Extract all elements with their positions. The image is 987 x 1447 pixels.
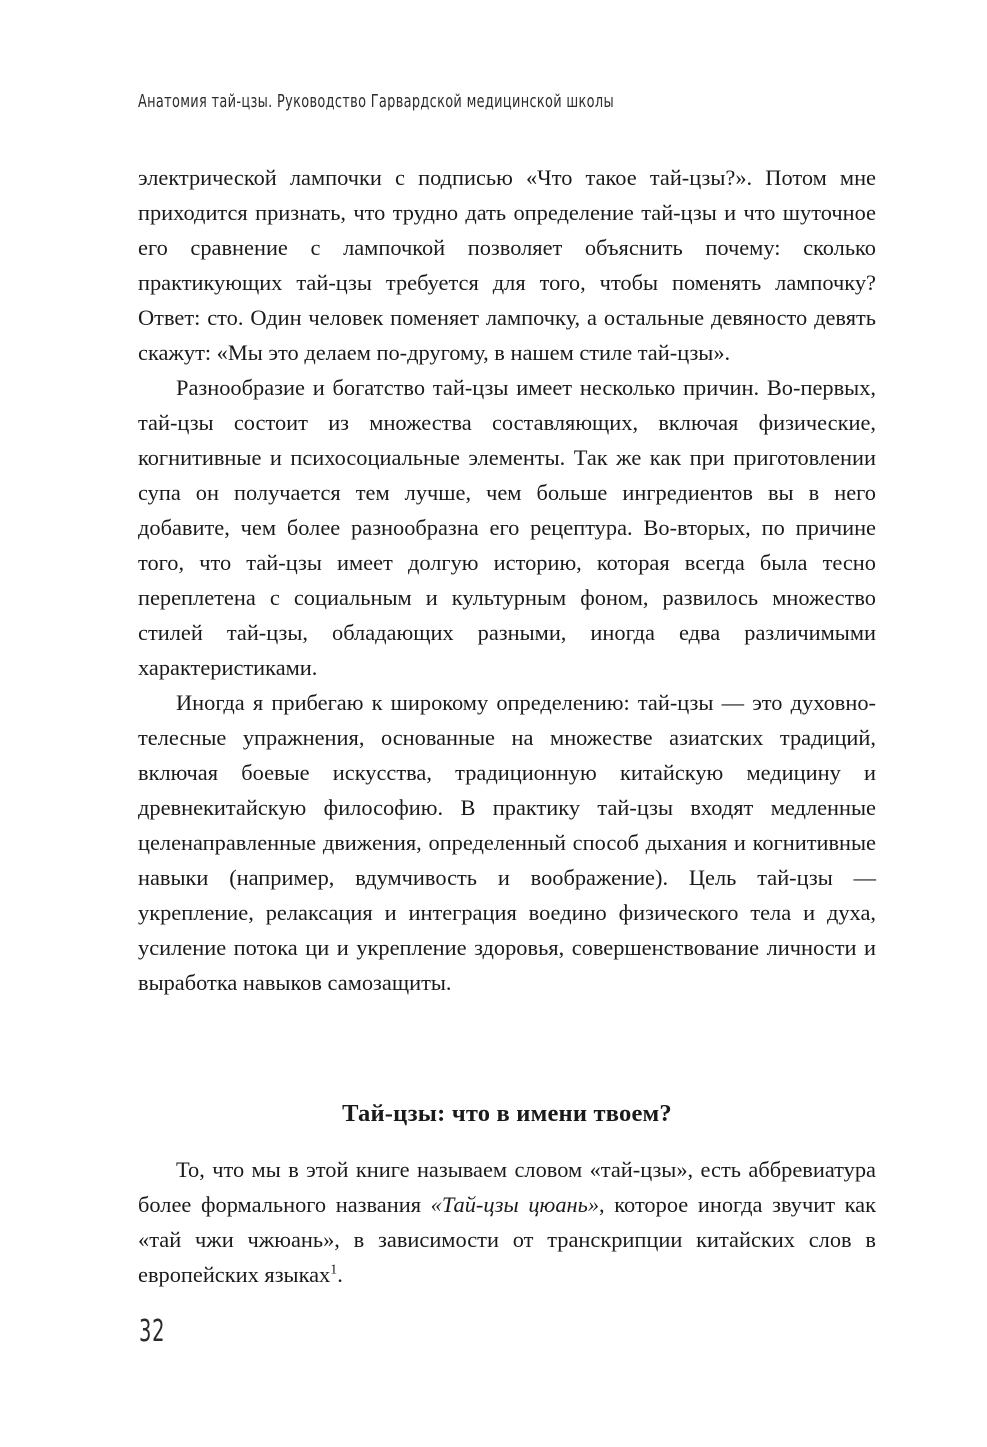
closing-text-block [138,1152,876,1292]
closing-text-period: . [337,1262,343,1287]
running-head: Анатомия тай-цзы. Руководство Гарвардской медицинской школы [138,92,614,112]
closing-text-before-title: То, что мы в этой книге называем словом «тай-цзы», есть аббревиатура более формального названия [138,1157,876,1217]
paragraph-3: Иногда я прибегаю к широкому определению: тай-цзы — это духовно-телесные упражнения, основанные на множестве азиатских традиций, включая боевые искусства, традиционную китайскую медицину и древнекитайскую философию. В практику тай-цзы входят медленные целенаправленные движения, определенный способ дыхания и когнитивные навыки (например, вдумчивость и воображение). Цель тай-цзы — укрепление, релаксация и интеграция воедино физического тела и духа, усиление потока ци и укрепление здоровья, совершенствование личности и выработка навыков самозащиты. [138,690,876,995]
closing-text-after-title: , которое иногда звучит как «тай чжи чжюань», в зависимости от транскрипции китайских слов в европейских языках [138,1192,876,1287]
paragraph-1: электрической лампочки с подписью «Что такое тай-цзы?». Потом мне приходится признать, что трудно дать определение тай-цзы и что шуточное его сравнение с лампочкой позволяет объяснить почему: сколько практикующих тай-цзы требуется для того, чтобы поменять лампочку? Ответ: сто. Один человек поменяет лампочку, а остальные девяносто девять скажут: «Мы это делаем по-другому, в нашем стиле тай-цзы». [138,165,876,365]
main-text-block [138,160,876,1000]
italic-book-title: «Тай-цзы цюань» [430,1192,600,1217]
paragraph-4 [138,1152,876,1292]
paragraph-2: Разнообразие и богатство тай-цзы имеет несколько причин. Во-первых, тай-цзы состоит из множества составляющих, включая физические, когнитивные и психосоциальные элементы. Так же как при приготовлении супа он получается тем лучше, чем больше ингредиентов вы в него добавите, чем более разнообразна его рецептура. Во-вторых, по причине того, что тай-цзы имеет долгую историю, которая всегда была тесно переплетена с социальным и культурным фоном, развилось множество стилей тай-цзы, обладающих разными, иногда едва различимыми характеристиками. [138,375,876,680]
footnote-reference-marker[interactable]: 1 [330,1262,338,1278]
section-heading: Тай-цзы: что в имени твоем? [342,1100,672,1128]
page-number: 32 [139,1314,166,1349]
